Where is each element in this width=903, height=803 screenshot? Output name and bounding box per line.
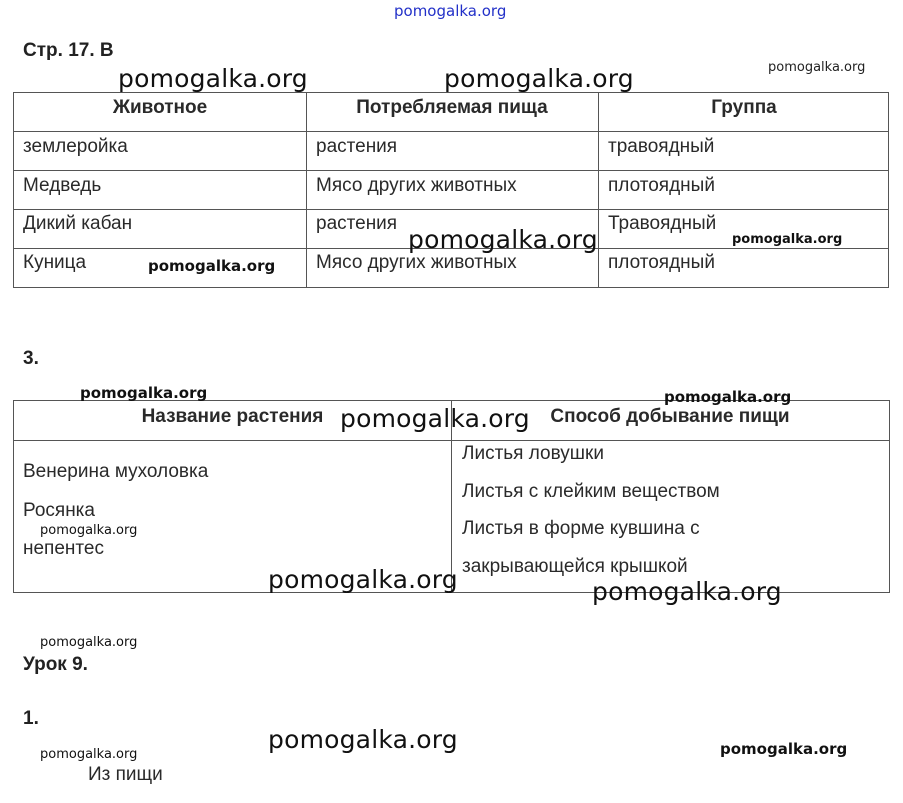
watermark: pomogalka.org: [268, 725, 458, 754]
watermark: pomogalka.org: [408, 225, 598, 254]
cell-plant: Росянка: [23, 500, 95, 521]
cell-plant: Венерина мухоловка: [23, 461, 209, 482]
column-divider: [598, 93, 599, 287]
cell-method: Листья ловушки: [462, 443, 604, 464]
watermark: pomogalka.org: [592, 577, 782, 606]
cell-method: Листья с клейким веществом: [462, 481, 720, 502]
watermark: pomogalka.org: [40, 635, 138, 650]
watermark: pomogalka.org: [118, 64, 308, 93]
cell-food: Мясо других животных: [316, 175, 517, 196]
header-food: Потребляемая пища: [356, 97, 548, 118]
watermark: pomogalka.org: [732, 232, 843, 247]
question-number: 1.: [23, 708, 39, 729]
cell-animal: Куница: [23, 252, 87, 273]
animals-table: [13, 92, 889, 288]
answer-text: Из пищи: [88, 764, 163, 785]
header-plant-name: Название растения: [141, 406, 324, 427]
header-feeding-method: Способ добывание пищи: [550, 406, 790, 427]
watermark: pomogalka.org: [664, 388, 792, 406]
cell-animal: Медведь: [23, 175, 102, 196]
watermark: pomogalka.org: [768, 60, 866, 75]
watermark: pomogalka.org: [444, 64, 634, 93]
watermark: pomogalka.org: [720, 740, 848, 758]
watermark: pomogalka.org: [40, 747, 138, 762]
watermark-top: pomogalka.org: [394, 2, 507, 20]
header-animal: Животное: [112, 97, 208, 118]
cell-group: Травоядный: [608, 213, 717, 234]
watermark: pomogalka.org: [268, 565, 458, 594]
cell-group: травоядный: [608, 136, 715, 157]
table-row: [14, 131, 888, 171]
watermark: pomogalka.org: [40, 523, 138, 538]
cell-group: плотоядный: [608, 252, 715, 273]
lesson-heading: Урок 9.: [23, 654, 88, 675]
section-heading-3: 3.: [23, 348, 39, 369]
section-heading-page-17: Стр. 17. В: [23, 40, 114, 61]
cell-group: плотоядный: [608, 175, 715, 196]
cell-food: растения: [316, 136, 398, 157]
cell-animal: землеройка: [23, 136, 128, 157]
cell-plant: непентес: [23, 538, 104, 559]
watermark: pomogalka.org: [340, 404, 530, 433]
column-divider: [306, 93, 307, 287]
header-group: Группа: [711, 97, 777, 118]
cell-food: Мясо других животных: [316, 252, 517, 273]
cell-animal: Дикий кабан: [23, 213, 133, 234]
watermark: pomogalka.org: [148, 257, 276, 275]
cell-method: закрывающейся крышкой: [462, 556, 688, 577]
cell-method: Листья в форме кувшина с: [462, 518, 700, 539]
cell-food: растения: [316, 213, 398, 234]
watermark: pomogalka.org: [80, 384, 208, 402]
